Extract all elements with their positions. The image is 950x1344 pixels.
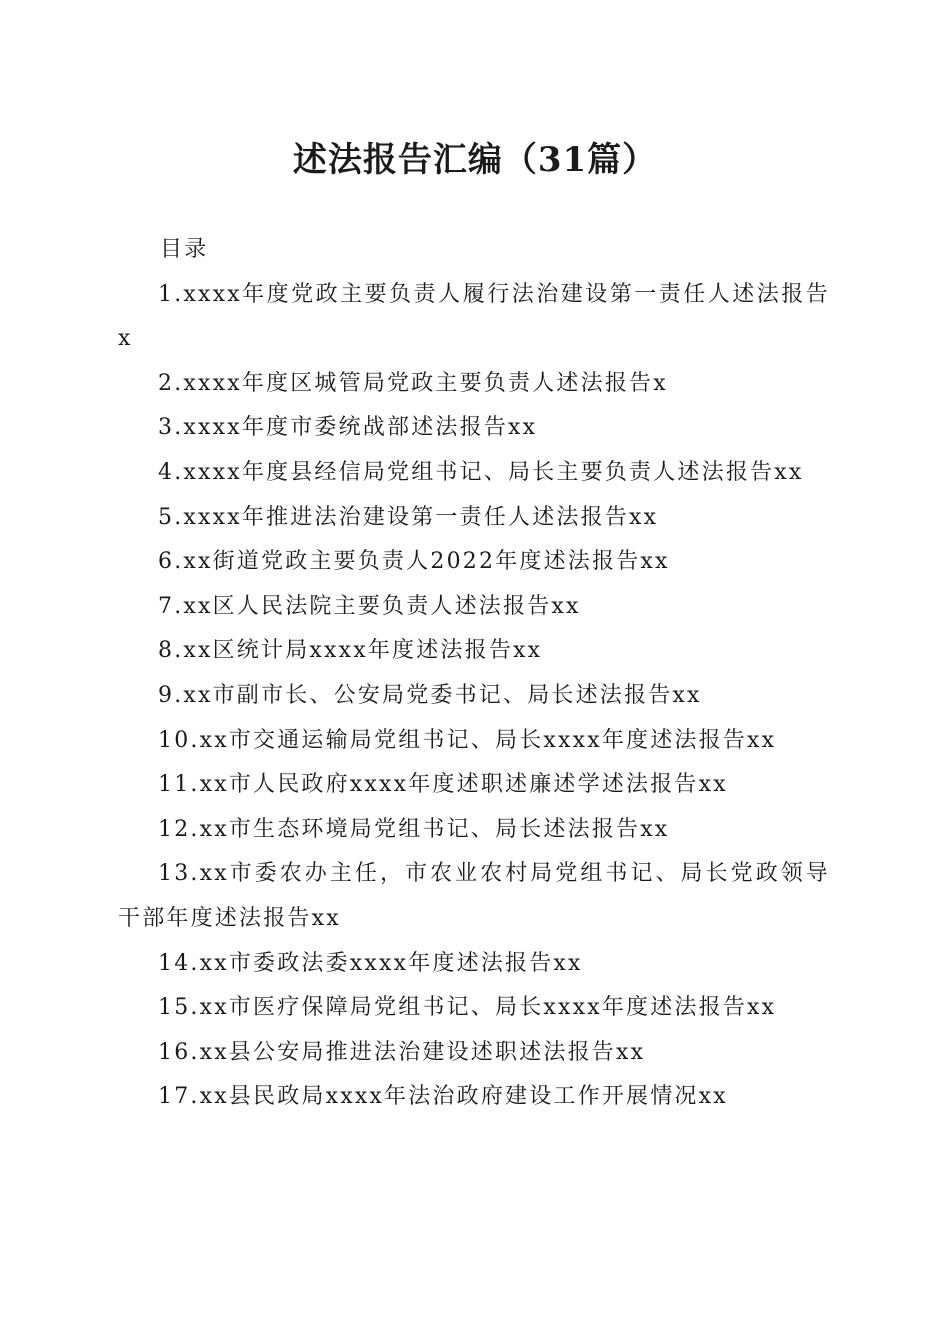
toc-item: 16.xx县公安局推进法治建设述职述法报告xx bbox=[158, 1039, 646, 1065]
toc-item: 6.xx街道党政主要负责人2022年度述法报告xx bbox=[158, 549, 670, 575]
toc-heading: 目录 bbox=[160, 237, 209, 262]
toc-item: 5.xxxx年推进法治建设第一责任人述法报告xx bbox=[158, 504, 659, 530]
table-of-contents bbox=[118, 228, 830, 1120]
toc-item: 17.xx县民政局xxxx年法治政府建设工作开展情况xx bbox=[158, 1084, 728, 1110]
document-title: 述法报告汇编（31篇） bbox=[292, 140, 658, 180]
toc-item: 4.xxxx年度县经信局党组书记、局长主要负责人述法报告xx bbox=[158, 459, 804, 485]
toc-item: 10.xx市交通运输局党组书记、局长xxxx年度述法报告xx bbox=[158, 727, 777, 753]
toc-item: 11.xx市人民政府xxxx年度述职述廉述学述法报告xx bbox=[158, 772, 728, 798]
toc-item: 13.xx市委农办主任，市农业农村局党组书记、局长党政领导干部年度述法报告xx bbox=[118, 861, 830, 931]
toc-item: 14.xx市委政法委xxxx年度述法报告xx bbox=[158, 950, 583, 976]
toc-item: 2.xxxx年度区城管局党政主要负责人述法报告x bbox=[158, 370, 668, 396]
toc-item: 9.xx市副市长、公安局党委书记、局长述法报告xx bbox=[158, 682, 702, 708]
toc-item: 12.xx市生态环境局党组书记、局长述法报告xx bbox=[158, 816, 670, 842]
toc-item: 3.xxxx年度市委统战部述法报告xx bbox=[158, 415, 538, 441]
toc-item: 1.xxxx年度党政主要负责人履行法治建设第一责任人述法报告x bbox=[118, 281, 830, 352]
toc-item: 15.xx市医疗保障局党组书记、局长xxxx年度述法报告xx bbox=[158, 995, 777, 1021]
toc-item: 7.xx区人民法院主要负责人述法报告xx bbox=[158, 593, 581, 619]
toc-item: 8.xx区统计局xxxx年度述法报告xx bbox=[158, 638, 543, 664]
